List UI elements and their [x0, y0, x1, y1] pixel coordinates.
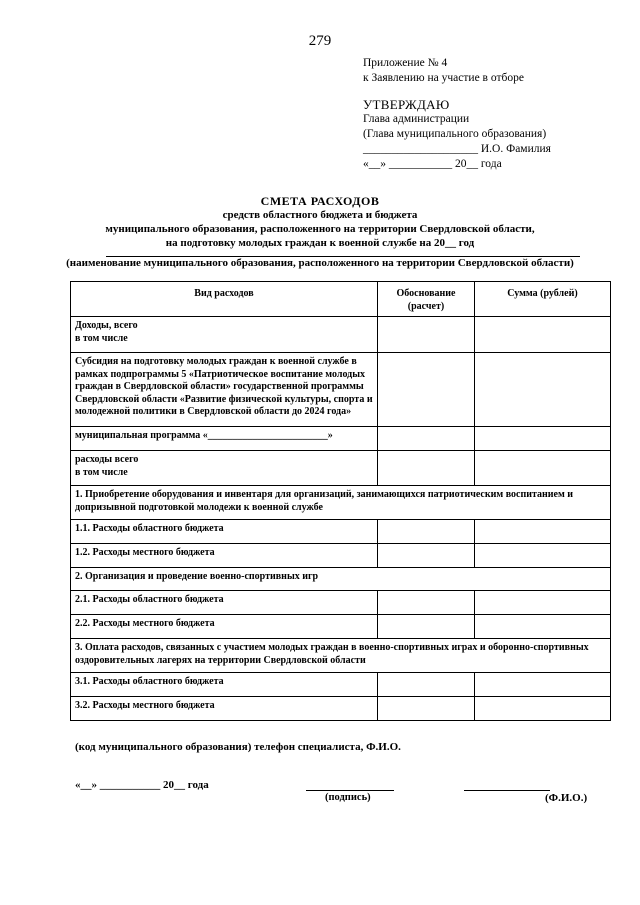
expense-cell: расходы всего в том числе [71, 451, 378, 486]
justification-cell [378, 697, 475, 721]
table-row [71, 673, 611, 697]
municipality-caption: (наименование муниципального образования, расположенного на территории Свердловской области) [66, 257, 574, 269]
heading-title: СМЕТА РАСХОДОВ [260, 194, 380, 208]
table-row [71, 486, 611, 520]
table-row [71, 520, 611, 544]
amount-cell [475, 673, 611, 697]
approval-block [363, 97, 551, 172]
approval-title: УТВЕРЖДАЮ [363, 97, 450, 112]
appendix-line-2: к Заявлению на участие в отборе [363, 72, 524, 84]
amount-cell [475, 520, 611, 544]
page-number: 279 [308, 33, 332, 49]
amount-cell [475, 544, 611, 568]
justification-cell [378, 520, 475, 544]
fio-label: (Ф.И.О.) [545, 792, 588, 804]
approval-line-1: Глава администрации [363, 113, 470, 125]
footer-date-line: «__» ___________ 20__ года [75, 779, 209, 791]
table-row [71, 544, 611, 568]
expense-cell: 3. Оплата расходов, связанных с участием молодых граждан в военно-спортивных играх и оборонно-спортивных оздоровительных лагерях на территории Свердловской области [71, 639, 611, 673]
table-row [71, 697, 611, 721]
justification-cell [378, 317, 475, 353]
expense-cell: муниципальная программа «________________________» [71, 427, 378, 451]
expense-cell: 1. Приобретение оборудования и инвентаря для организаций, занимающихся патриотическим воспитанием и допризывной подготовкой молодежи к военной службе [71, 486, 611, 520]
table-row [71, 615, 611, 639]
appendix-line-1: Приложение № 4 [363, 57, 448, 69]
table-row [71, 639, 611, 673]
footer-code-line: (код муниципального образования) телефон специалиста, Ф.И.О. [75, 741, 401, 753]
document-heading [0, 194, 640, 250]
approval-line-3: ____________________ И.О. Фамилия [363, 143, 551, 155]
expense-cell: 2.1. Расходы областного бюджета [71, 591, 378, 615]
header-amount: Сумма (рублей) [475, 282, 611, 317]
approval-line-2: (Глава муниципального образования) [363, 128, 547, 140]
expense-cell: 1.2. Расходы местного бюджета [71, 544, 378, 568]
signature-line [306, 790, 394, 791]
table-row [71, 427, 611, 451]
justification-cell [378, 544, 475, 568]
amount-cell [475, 615, 611, 639]
appendix-note [363, 56, 524, 86]
justification-cell [378, 451, 475, 486]
table-row [71, 317, 611, 353]
table-row [71, 591, 611, 615]
heading-line-3: муниципального образования, расположенного на территории Свердловской области, [105, 223, 535, 235]
amount-cell [475, 317, 611, 353]
expense-cell: Доходы, всего в том числе [71, 317, 378, 353]
table-row [71, 568, 611, 591]
table-body [71, 317, 611, 721]
amount-cell [475, 353, 611, 427]
budget-table [70, 281, 611, 721]
heading-line-4: на подготовку молодых граждан к военной службе на 20__ год [165, 237, 475, 249]
expense-cell: Субсидия на подготовку молодых граждан к военной службе в рамках подпрограммы 5 «Патриотическое воспитание молодых граждан в Свердловской области» государственной программы Свердловской области «Развитие физической культуры, спорта и молодежной политики в Свердловской области до 2024 года» [71, 353, 378, 427]
expense-cell: 3.2. Расходы местного бюджета [71, 697, 378, 721]
expense-cell: 2.2. Расходы местного бюджета [71, 615, 378, 639]
amount-cell [475, 697, 611, 721]
header-justification: Обоснование (расчет) [378, 282, 475, 317]
justification-cell [378, 615, 475, 639]
expense-cell: 3.1. Расходы областного бюджета [71, 673, 378, 697]
amount-cell [475, 427, 611, 451]
expense-cell: 2. Организация и проведение военно-спортивных игр [71, 568, 611, 591]
amount-cell [475, 591, 611, 615]
signature-label: (подпись) [325, 792, 371, 803]
justification-cell [378, 427, 475, 451]
expense-cell: 1.1. Расходы областного бюджета [71, 520, 378, 544]
justification-cell [378, 353, 475, 427]
header-expense-type: Вид расходов [71, 282, 378, 317]
table-header-row [71, 282, 611, 317]
table-row [71, 353, 611, 427]
table-row [71, 451, 611, 486]
fio-line [464, 790, 550, 791]
justification-cell [378, 591, 475, 615]
heading-line-2: средств областного бюджета и бюджета [222, 209, 418, 221]
justification-cell [378, 673, 475, 697]
approval-line-4: «__» ___________ 20__ года [363, 158, 502, 170]
amount-cell [475, 451, 611, 486]
